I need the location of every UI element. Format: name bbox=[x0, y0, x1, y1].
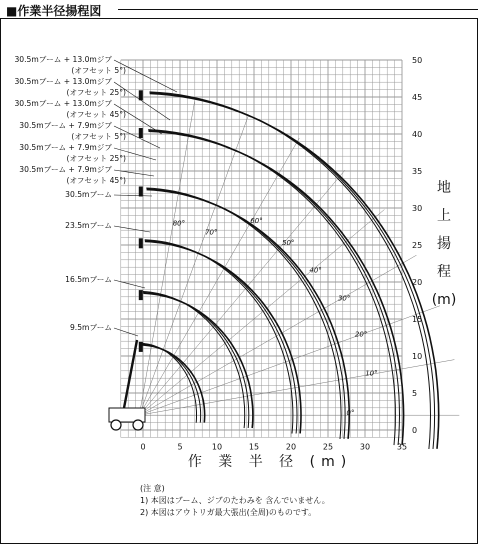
note-item: 1) 本図はブーム、ジブのたわみを 含んでいません。 bbox=[140, 496, 330, 505]
boom-label: 23.5mブーム bbox=[65, 221, 112, 230]
boom-label: 16.5mブーム bbox=[65, 275, 112, 284]
boom-label-offset: (オフセット 25°) bbox=[66, 88, 126, 97]
crane-illustration bbox=[109, 340, 145, 430]
boom-label-offset: (オフセット 45°) bbox=[66, 176, 126, 185]
boom-label-offset: (オフセット 25°) bbox=[66, 154, 126, 163]
x-axis-label: 作 業 半 径 (m) bbox=[187, 454, 353, 470]
angle-label: 50° bbox=[281, 239, 295, 248]
crane-boom bbox=[124, 340, 137, 408]
angle-guide-line bbox=[139, 100, 195, 415]
y-tick-label: 5 bbox=[412, 389, 418, 398]
x-tick-label: 20 bbox=[285, 442, 297, 452]
boom-label: 30.5mブーム bbox=[65, 190, 112, 199]
boom-label-offset: (オフセット 5°) bbox=[71, 132, 126, 141]
x-tick-label: 35 bbox=[396, 442, 408, 452]
y-tick-label: 35 bbox=[412, 167, 423, 176]
range-curve bbox=[141, 343, 196, 422]
y-tick-label: 20 bbox=[412, 278, 423, 287]
y-axis-label-char: 地 bbox=[437, 180, 451, 196]
angle-label: 70° bbox=[205, 228, 218, 237]
boom-label: 30.5mブーム + 7.9mジブ bbox=[19, 143, 112, 152]
range-curve bbox=[145, 240, 293, 434]
boom-label-leader bbox=[114, 328, 138, 336]
angle-label: 0° bbox=[346, 409, 355, 418]
angle-label: 10° bbox=[365, 369, 378, 378]
angle-guide-line bbox=[139, 255, 416, 418]
boom-label: 30.5mブーム + 13.0mジブ bbox=[14, 55, 112, 64]
y-axis-label-char: 上 bbox=[437, 208, 451, 224]
angle-label: 80° bbox=[172, 219, 186, 228]
crane-wheel bbox=[133, 420, 143, 430]
boom-label: 30.5mブーム + 13.0mジブ bbox=[14, 77, 112, 86]
boom-head-mark bbox=[139, 128, 143, 138]
x-tick-label: 10 bbox=[211, 442, 223, 452]
boom-head-mark bbox=[139, 238, 143, 248]
range-curve bbox=[150, 92, 431, 452]
y-tick-label: 50 bbox=[412, 56, 423, 65]
y-tick-label: 30 bbox=[412, 204, 423, 213]
range-curve bbox=[148, 130, 399, 445]
angle-guide-line bbox=[139, 138, 299, 415]
y-tick-label: 10 bbox=[412, 352, 423, 361]
boom-label-offset: (オフセット 45°) bbox=[66, 110, 126, 119]
x-tick-label: 25 bbox=[322, 442, 334, 452]
y-tick-label: 0 bbox=[412, 426, 418, 435]
boom-label: 30.5mブーム + 7.9mジブ bbox=[19, 165, 112, 174]
x-tick-label: 0 bbox=[140, 442, 146, 452]
boom-label: 30.5mブーム + 7.9mジブ bbox=[19, 121, 112, 130]
range-curve bbox=[148, 130, 395, 446]
y-axis-label bbox=[432, 179, 457, 308]
x-tick-label: 30 bbox=[359, 442, 371, 452]
crane-wheel bbox=[111, 420, 121, 430]
note-item: 2) 本図はアウトリガ最大張出(全周)のものです。 bbox=[140, 508, 317, 517]
x-tick-label: 15 bbox=[248, 442, 260, 452]
boom-head-mark bbox=[139, 90, 143, 100]
angle-label: 30° bbox=[337, 294, 351, 303]
angle-label: 40° bbox=[309, 266, 322, 275]
boom-head-mark bbox=[139, 290, 143, 300]
notes-title: (注 意) bbox=[140, 484, 165, 493]
boom-label-leader bbox=[114, 280, 145, 288]
y-tick-label: 15 bbox=[412, 315, 423, 324]
y-axis-label-char: 程 bbox=[437, 264, 451, 280]
boom-label-leader bbox=[114, 195, 152, 196]
y-tick-label: 25 bbox=[412, 241, 423, 250]
y-axis-label-char: 揚 bbox=[437, 236, 451, 252]
angle-guide-line bbox=[139, 114, 248, 415]
angle-label: 60° bbox=[250, 216, 263, 225]
y-tick-label: 40 bbox=[412, 130, 423, 139]
range-curves bbox=[139, 90, 439, 452]
grid bbox=[121, 60, 402, 437]
notes bbox=[140, 483, 330, 519]
angle-label: 20° bbox=[354, 330, 368, 339]
boom-head-mark bbox=[139, 187, 143, 197]
boom-label-offset: (オフセット 5°) bbox=[71, 66, 126, 75]
page-title: ■作業半径揚程図 bbox=[6, 4, 102, 18]
y-axis-label-char: (m) bbox=[431, 292, 457, 308]
boom-label: 9.5mブーム bbox=[69, 323, 112, 332]
boom-label: 30.5mブーム + 13.0mジブ bbox=[14, 99, 112, 108]
x-tick-label: 5 bbox=[177, 442, 183, 452]
boom-label-leader bbox=[114, 226, 150, 232]
boom-head-mark bbox=[139, 342, 143, 352]
y-tick-label: 45 bbox=[412, 93, 423, 102]
